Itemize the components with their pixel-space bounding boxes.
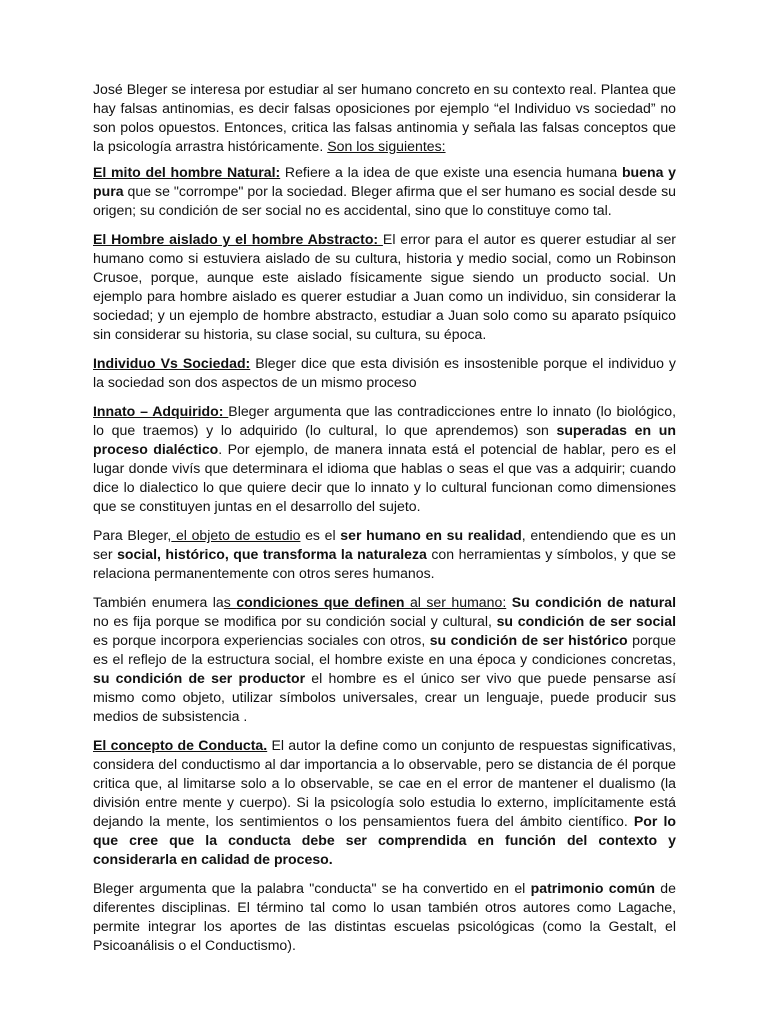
underlined-text: s	[223, 594, 237, 610]
paragraph-text: Refiere a la idea de que existe una esencia humana	[280, 164, 622, 180]
bold-text: social, histórico, que transforma la naturaleza	[117, 546, 427, 562]
paragraph-text: porque es el reflejo de la estructura social, el hombre existe en una época y condiciones concretas,	[93, 632, 676, 667]
heading-innato-adquirido: Innato – Adquirido:	[93, 403, 229, 419]
intro-paragraph	[93, 80, 676, 156]
paragraph-text: el hombre es el único ser vivo que puede pensarse así mismo como objeto, utilizar símbolos universales, crear un lenguaje, puede producir sus medios de subsistencia .	[93, 670, 676, 724]
bold-text: Por lo que cree que la conducta debe ser comprendida en función del contexto y considerarla en calidad de proceso.	[93, 813, 676, 867]
paragraph-text: que se "corrompe" por la sociedad. Bleger afirma que el ser humano es social desde su origen; su condición de ser social no es accidental, sino que lo constituye como tal.	[93, 183, 676, 218]
intro-underlined: Son los siguientes:	[327, 138, 446, 154]
intro-text: José Bleger se interesa por estudiar al ser humano concreto en su contexto real. Plantea que hay falsas antinomias, es decir falsas oposiciones por ejemplo “el Individuo vs sociedad” no son polos opuestos. Entonces, critica las falsas antinomia y señala las falsas conceptos que la psicología arrastra históricamente.	[93, 81, 676, 154]
paragraph-text: , entendiendo que es un ser	[93, 527, 677, 562]
bold-text: Su condición de natural	[511, 594, 677, 610]
bold-text: ser humano en su realidad	[340, 527, 522, 543]
paragraph-text: El error para el autor es querer estudiar al ser humano como si estuviera aislado de su cultura, historia y medio social, como un Robinson Crusoe, porque, aunque este aislado físicamente sigue siendo un producto social. Un ejemplo para hombre aislado es querer estudiar a Juan como un individuo, sin considerar la sociedad; y un ejemplo de hombre abstracto, estudiar a Juan solo como su aparato psíquico sin considerar su historia, su clase social, su cultura, su época.	[93, 231, 676, 342]
paragraph-text: de diferentes disciplinas. El término tal como lo usan también otros autores como Lagache, permite integrar los aportes de las distintas escuelas psicológicas (como la Gestalt, el Psicoanálisis o el Conductismo).	[93, 880, 676, 953]
paragraph-text: es el	[300, 527, 341, 543]
bold-text: su condición de ser social	[496, 613, 676, 629]
paragraph-text: no es fija porque se modifica por su condición social y cultural,	[93, 613, 497, 629]
bold-text: superadas en un proceso dialéctico	[93, 422, 677, 457]
paragraph-condiciones	[93, 593, 676, 726]
paragraph-text: con herramientas y símbolos, y que se relaciona permanentemente con otros seres humanos.	[93, 546, 676, 581]
heading-hombre-natural: El mito del hombre Natural:	[93, 164, 281, 180]
paragraph-conducta	[93, 736, 676, 869]
bold-text: patrimonio común	[530, 880, 655, 896]
heading-hombre-aislado: El Hombre aislado y el hombre Abstracto:	[93, 231, 383, 247]
paragraph-objeto-estudio	[93, 526, 676, 583]
bold-underlined-text: condiciones que definen	[236, 594, 405, 610]
paragraph-text: También enumera la	[93, 594, 224, 610]
paragraph-hombre-natural	[93, 163, 676, 220]
bold-text: su condición de ser productor	[93, 670, 306, 686]
paragraph-individuo-sociedad	[93, 354, 676, 392]
paragraph-text: Bleger argumenta que las contradicciones entre lo innato (lo biológico, lo que traemos) y lo adquirido (lo cultural, lo que aprendemos) son	[93, 403, 676, 438]
paragraph-text: . Por ejemplo, de manera innata está el potencial de hablar, pero es el lugar donde vivís que determinara el idioma que hablas o seas el que vas a adquirir; cuando dice lo dialectico lo que quiere decir que lo innato y lo cultural funcionan como dimensiones que se constituyen juntas en el desarrollo del sujeto.	[93, 441, 676, 514]
paragraph-text: Bleger argumenta que la palabra "conducta" se ha convertido en el	[93, 880, 531, 896]
paragraph-hombre-aislado	[93, 230, 676, 344]
paragraph-text: El autor la define como un conjunto de respuestas significativas, considera del conductismo al dar importancia a lo observable, pero se distancia de él porque critica que, al limitarse solo a lo observable, se cae en el error de mantener el dualismo (la división entre mente y cuerpo). Si la psicología solo estudia lo externo, implícitamente está dejando la mente, los sentimientos o los pensamientos fuera del ámbito científico.	[93, 737, 676, 829]
paragraph-text: es porque incorpora experiencias sociales con otros,	[93, 632, 430, 648]
underlined-text: al ser humano:	[404, 594, 507, 610]
bold-text: su condición de ser histórico	[429, 632, 628, 648]
heading-individuo-sociedad: Individuo Vs Sociedad:	[93, 355, 251, 371]
underlined-text: el objeto de estudio	[171, 527, 301, 543]
heading-conducta: El concepto de Conducta.	[93, 737, 268, 753]
paragraph-patrimonio	[93, 879, 676, 955]
paragraph-text: Para Bleger,	[93, 527, 172, 543]
bold-text: buena y pura	[93, 164, 676, 199]
paragraph-innato-adquirido	[93, 402, 676, 516]
paragraph-text: Bleger dice que esta división es insostenible porque el individuo y la sociedad son dos aspectos de un mismo proceso	[93, 355, 676, 390]
